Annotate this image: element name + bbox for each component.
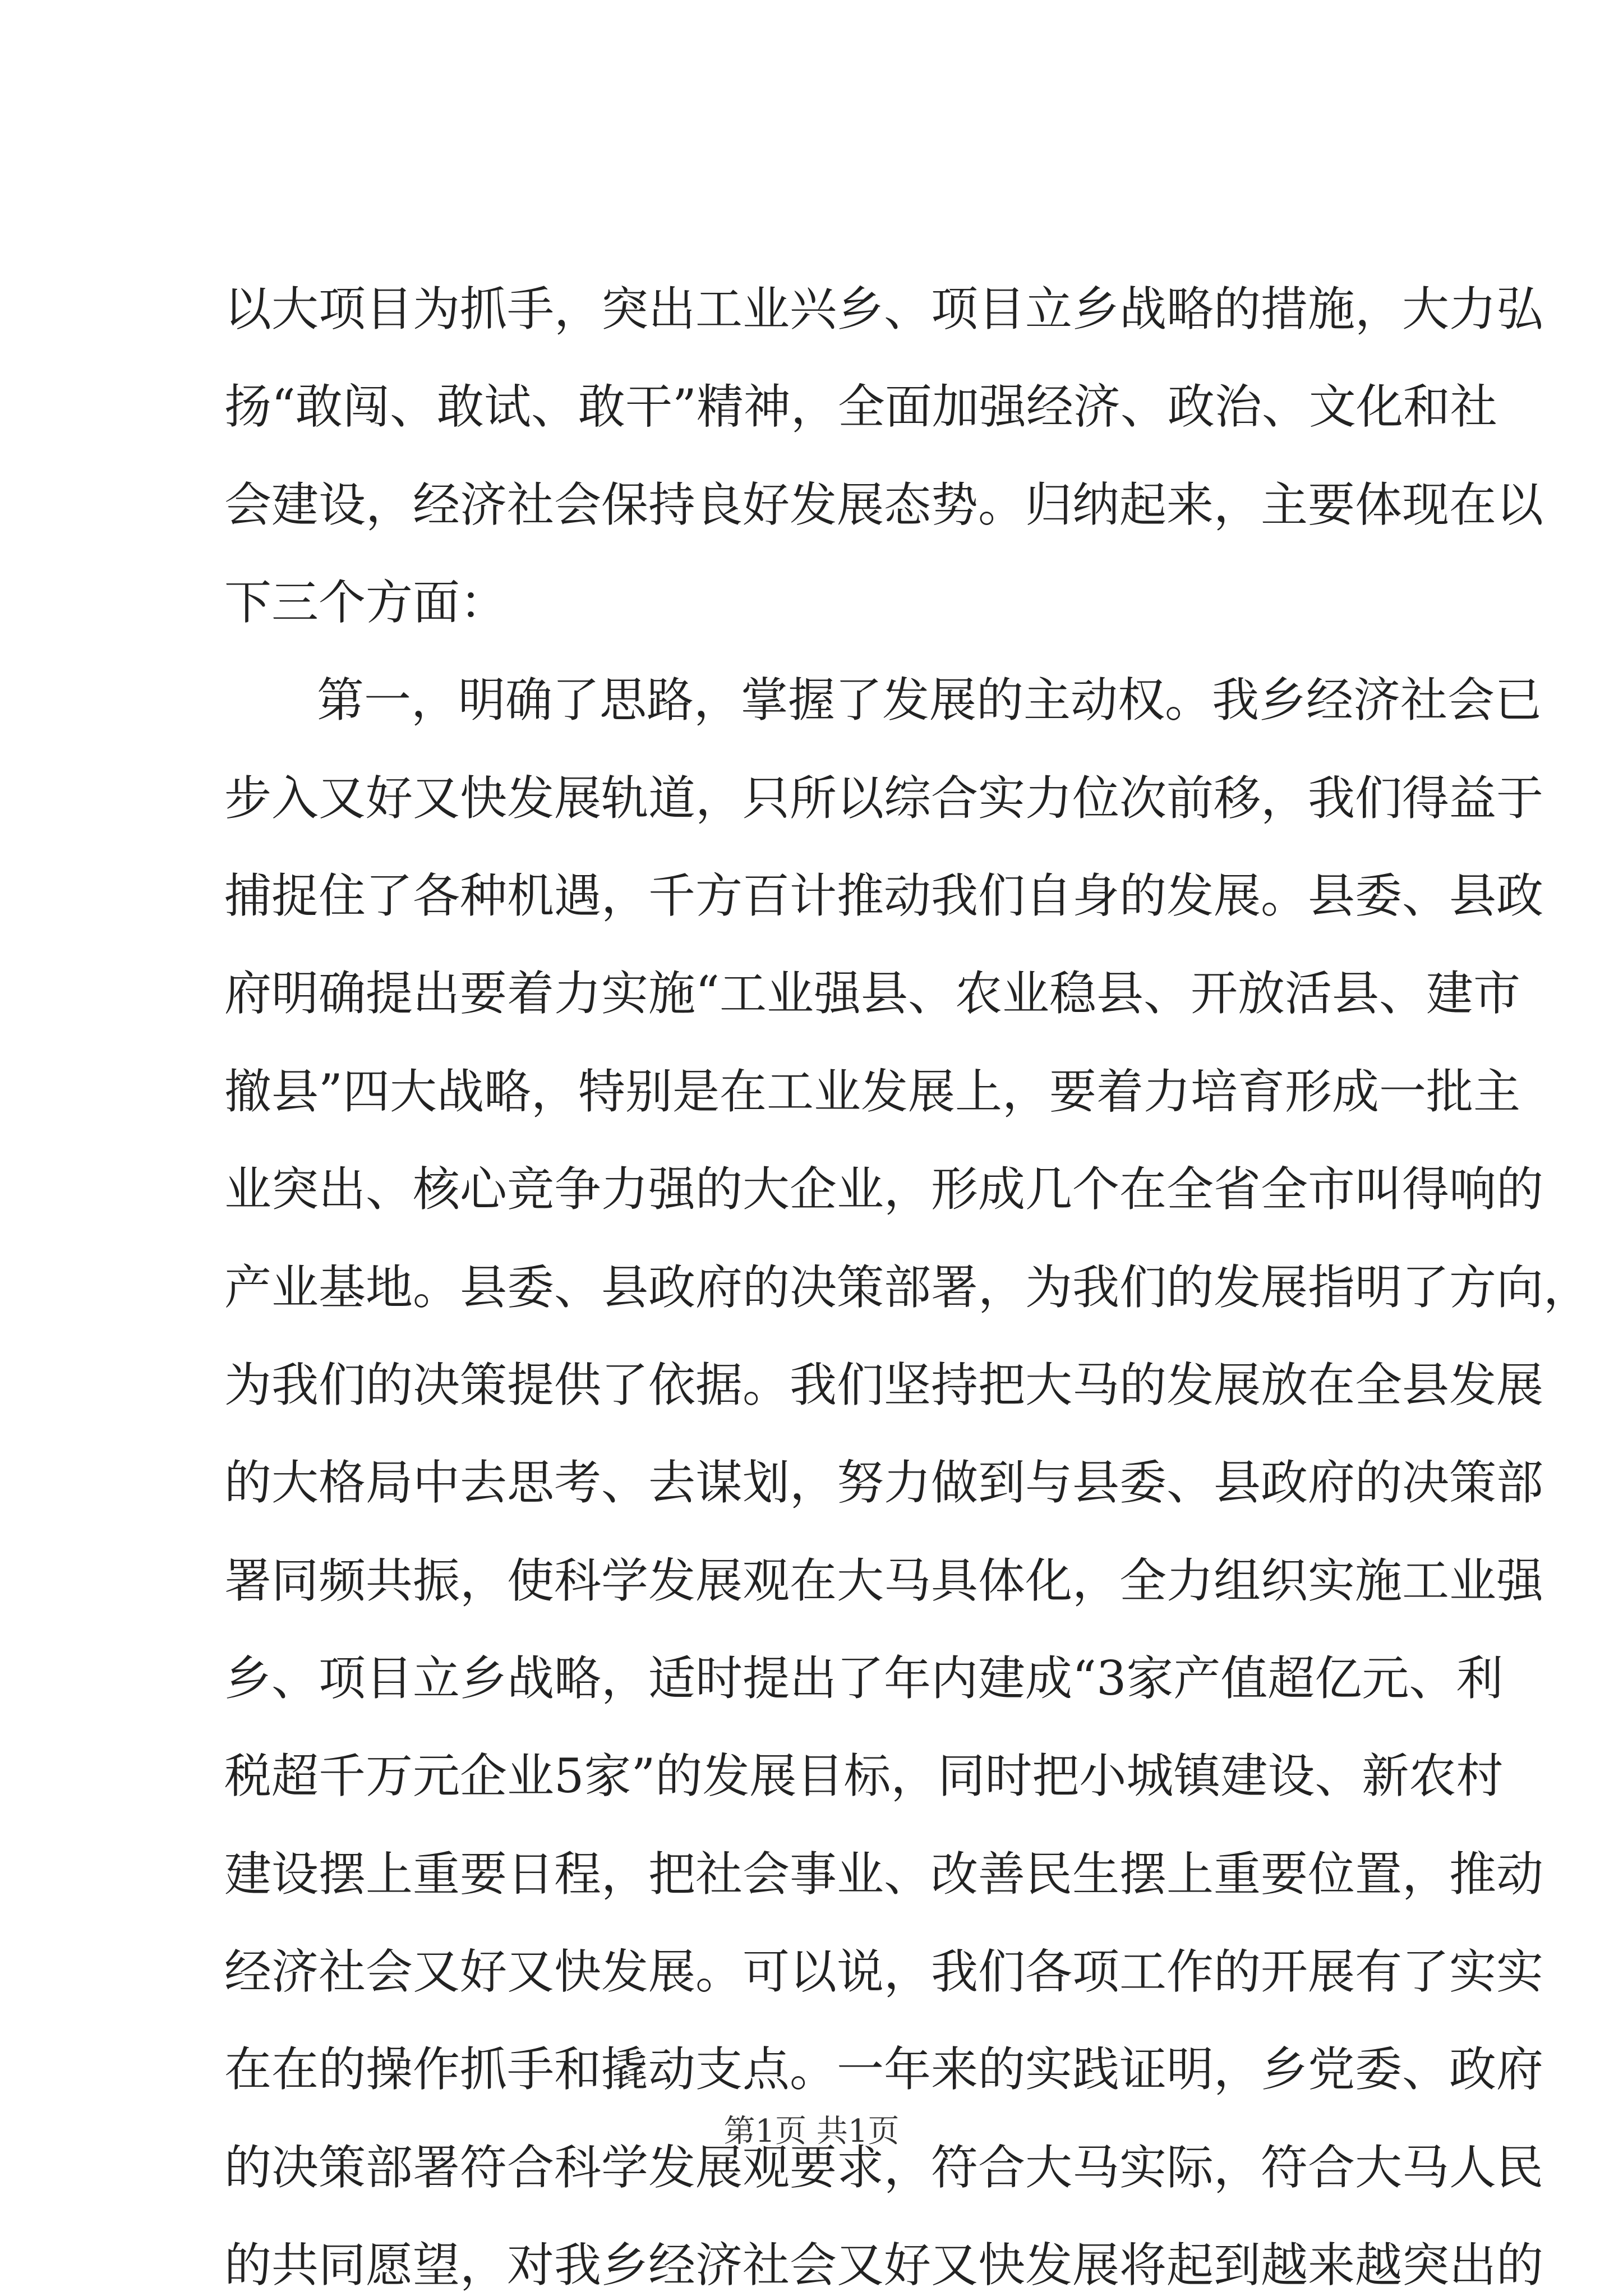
text-line: 府明确提出要着力实施“工业强县、农业稳县、开放活县、建市 bbox=[224, 966, 1520, 1021]
text-line: 会建设，经济社会保持良好发展态势。归纳起来，主要体现在以 bbox=[224, 477, 1544, 532]
text-line: 的大格局中去思考、去谋划，努力做到与县委、县政府的决策部 bbox=[224, 1455, 1544, 1510]
text-line: 下三个方面： bbox=[224, 575, 508, 630]
paragraph-first-line: 第一，明确了思路，掌握了发展的主动权。我乡经济社会已 bbox=[317, 673, 1542, 728]
text-line: 建设摆上重要日程，把社会事业、改善民生摆上重要位置，推动 bbox=[224, 1847, 1544, 1902]
text-line: 以大项目为抓手，突出工业兴乡、项目立乡战略的措施，大力弘 bbox=[224, 282, 1544, 337]
text-line: 撤县”四大战略，特别是在工业发展上，要着力培育形成一批主 bbox=[224, 1064, 1520, 1119]
text-line: 税超千万元企业5家”的发展目标，同时把小城镇建设、新农村 bbox=[224, 1749, 1504, 1803]
text-line: 乡、项目立乡战略，适时提出了年内建成“3家产值超亿元、利 bbox=[224, 1651, 1504, 1706]
text-line: 在在的操作抓手和撬动支点。一年来的实践证明，乡党委、政府 bbox=[224, 2042, 1544, 2097]
text-line: 扬“敢闯、敢试、敢干”精神，全面加强经济、政治、文化和社 bbox=[224, 379, 1497, 434]
text-line: 署同频共振，使科学发展观在大马具体化，全力组织实施工业强 bbox=[224, 1553, 1544, 1608]
text-line: 产业基地。县委、县政府的决策部署，为我们的发展指明了方向， bbox=[224, 1260, 1591, 1315]
text-line: 业突出、核心竞争力强的大企业，形成几个在全省全市叫得响的 bbox=[224, 1162, 1544, 1217]
text-line: 的决策部署符合科学发展观要求，符合大马实际，符合大马人民 bbox=[224, 2140, 1544, 2195]
text-line: 捕捉住了各种机遇，千方百计推动我们自身的发展。县委、县政 bbox=[224, 868, 1544, 923]
page-footer: 第1页 共1页 bbox=[723, 2113, 900, 2150]
text-line: 步入又好又快发展轨道，只所以综合实力位次前移，我们得益于 bbox=[224, 771, 1544, 826]
text-line: 为我们的决策提供了依据。我们坚持把大马的发展放在全县发展 bbox=[224, 1358, 1544, 1412]
text-line: 经济社会又好又快发展。可以说，我们各项工作的开展有了实实 bbox=[224, 1944, 1544, 1999]
text-line: 的共同愿望，对我乡经济社会又好又快发展将起到越来越突出的 bbox=[224, 2238, 1544, 2293]
